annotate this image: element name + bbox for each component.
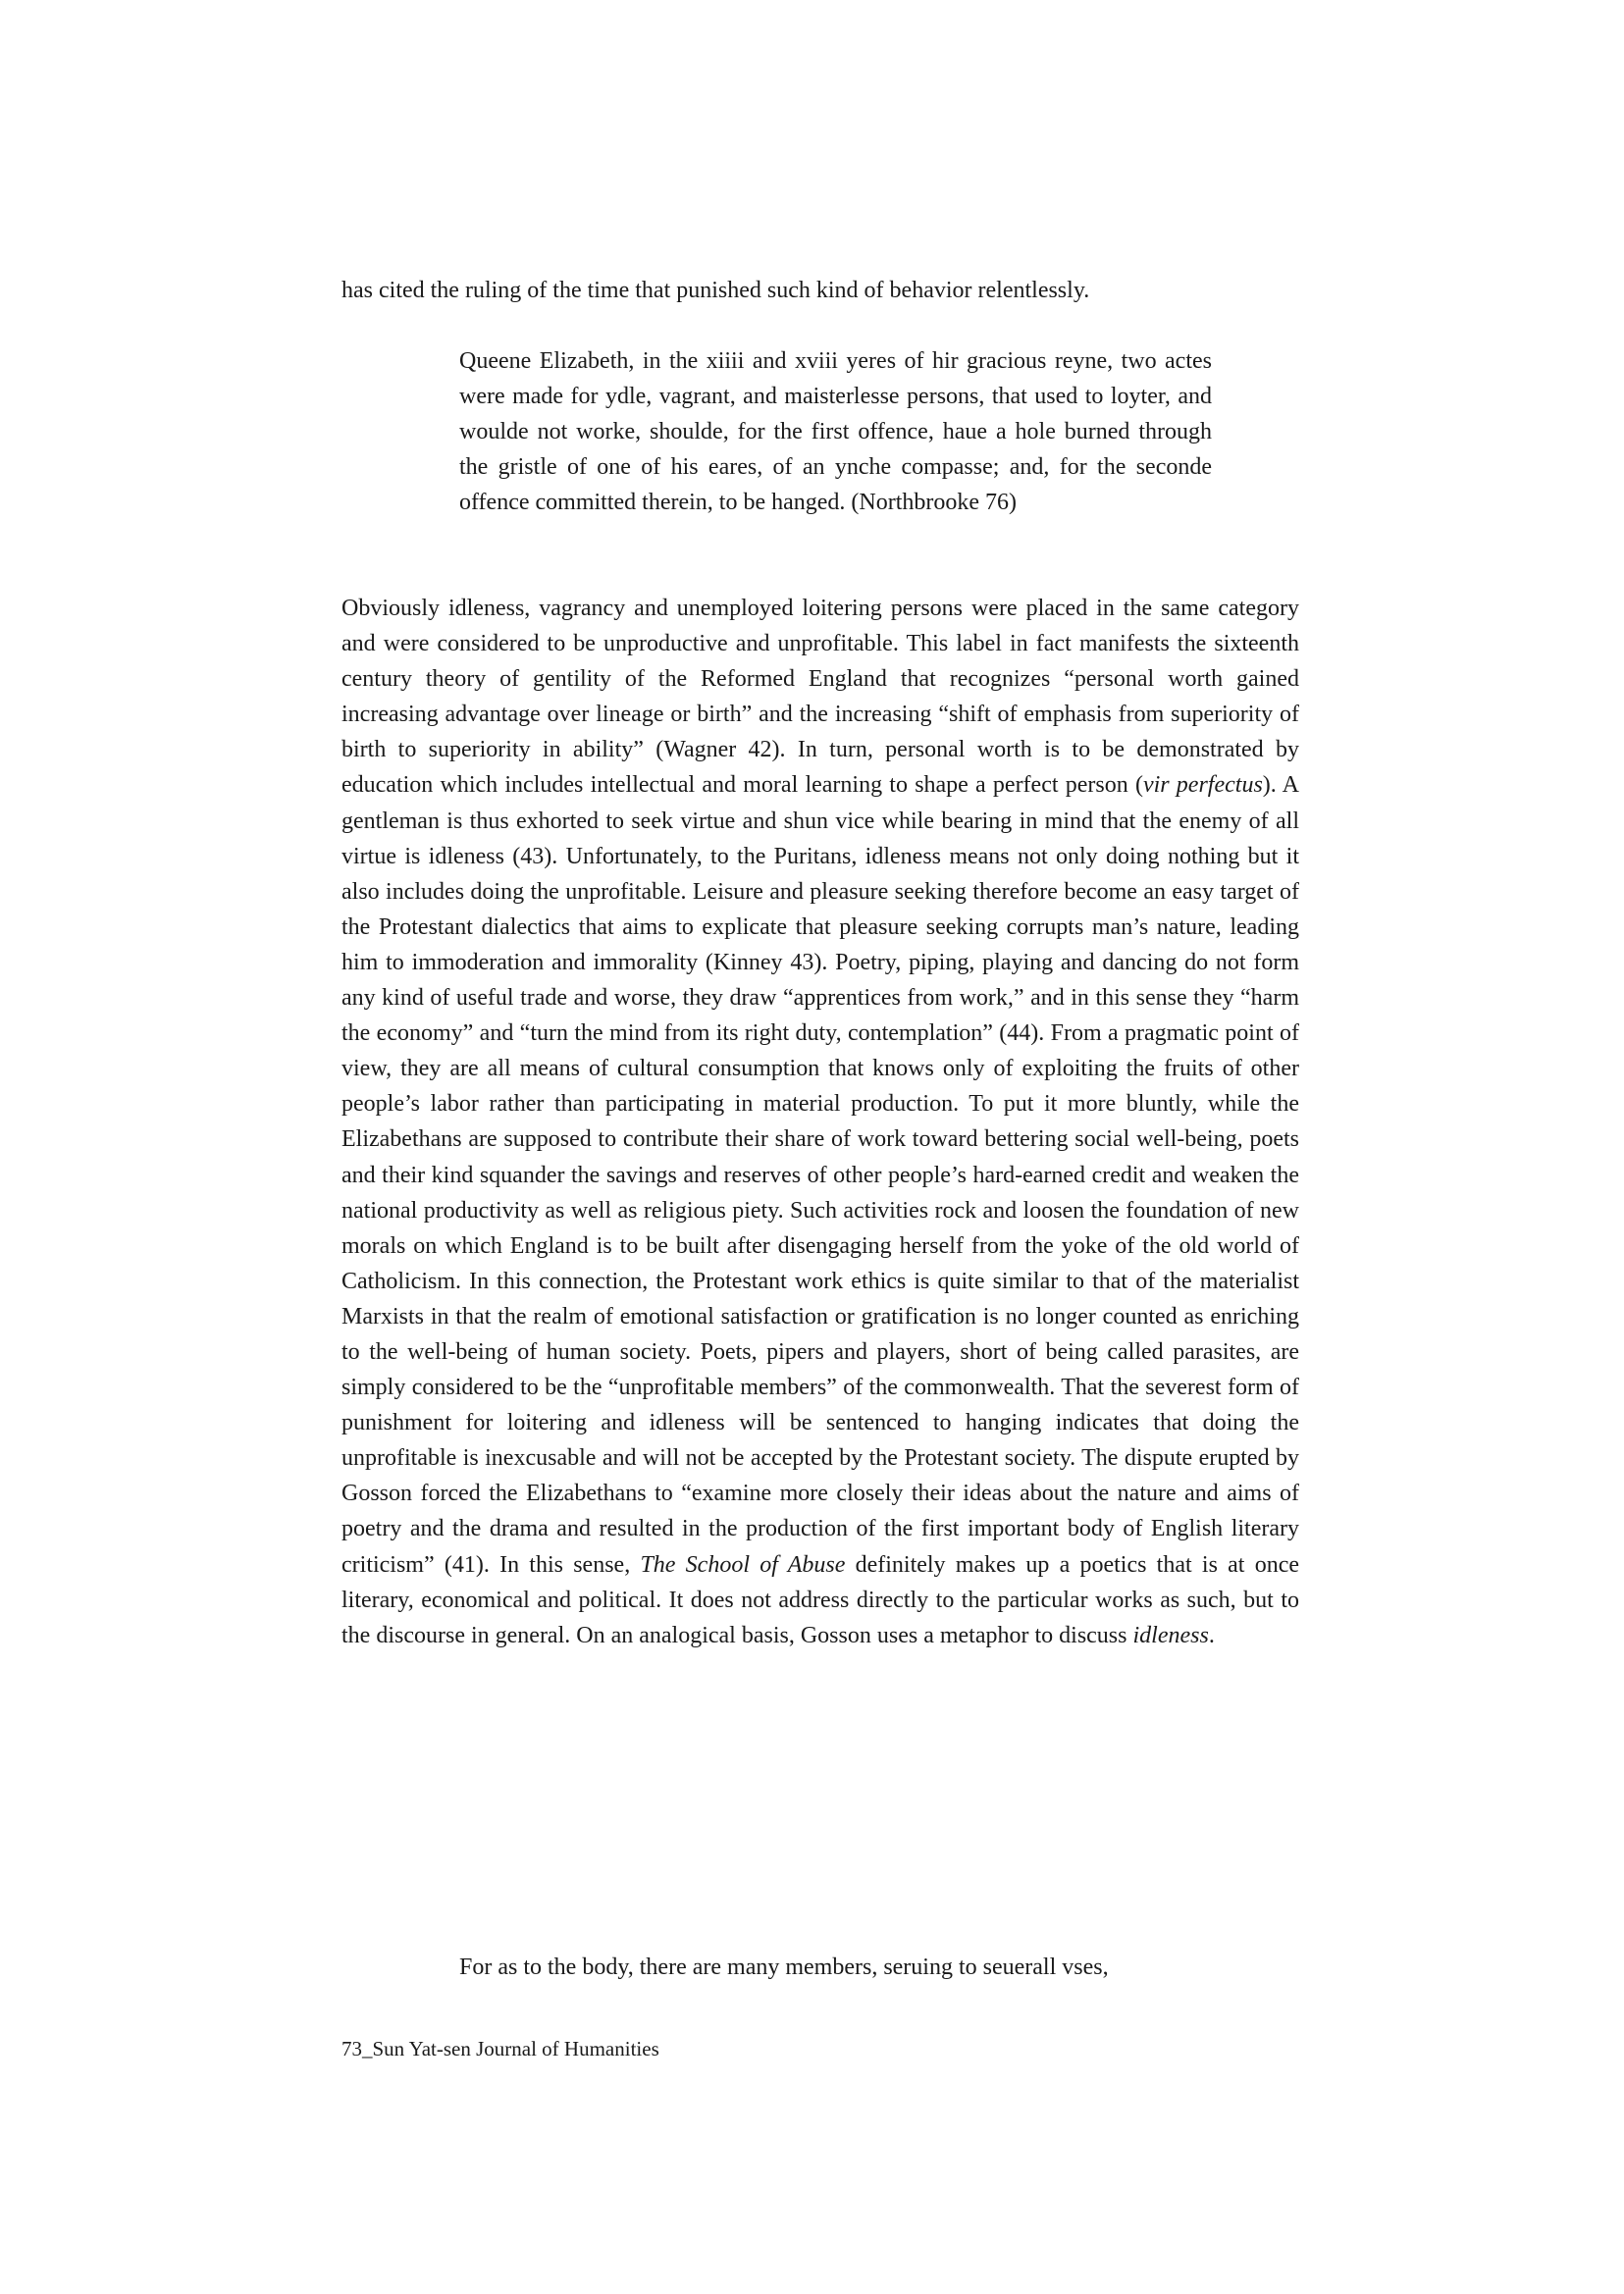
main-paragraph [341,591,1299,1653]
page-footer: 73_Sun Yat-sen Journal of Humanities [341,2037,659,2060]
italic-book-title: The School of Abuse [640,1551,846,1578]
opening-line: has cited the ruling of the time that punished such kind of behavior relentlessly. [341,278,1090,303]
block-quote-northbrooke: Queene Elizabeth, in the xiiii and xviii yeres of hir gracious reyne, two actes were made for ydle, vagrant, and maisterlesse persons, that used to loyter, and woulde not worke, shoulde, for the first offence, haue a hole burned through the gristle of one of his eares, of an ynche compasse; and, for the seconde offence committed therein, to be hanged. (Northbrooke 76) [459,348,1212,515]
paragraph-text-part-3: definitely makes up a poetics that is at once literary, economical and political. It does not address directly to the particular works as such, but to the discourse in general. On an analogical basis, Gosson uses a metaphor to discuss [341,1551,1299,1648]
italic-vir-perfectus: vir perfectus [1142,772,1263,799]
paragraph-text-part-4: . [1208,1622,1215,1648]
paragraph-text-part-1: Obviously idleness, vagrancy and unemployed loitering persons were placed in the same category and were considered to be unproductive and unprofitable. This label in fact manifests the sixteenth century theory of gentility of the Reformed England that recognizes “personal worth gained increasing advantage over lineage or birth” and the increasing “shift of emphasis from superiority of birth to superiority in ability” (Wagner 42). In turn, personal worth is to be demonstrated by education which includes intellectual and moral learning to shape a perfect person ( [341,596,1299,799]
trailing-block-quote: For as to the body, there are many members, seruing to seuerall vses, [459,1955,1109,1980]
paragraph-text-part-2: ). A gentleman is thus exhorted to seek virtue and shun vice while bearing in mind that the enemy of all virtue is idleness (43). Unfortunately, to the Puritans, idleness means not only doing nothing but it also includes doing the unprofitable. Leisure and pleasure seeking therefore become an easy target of the Protestant dialectics that aims to explicate that pleasure seeking corrupts man’s nature, leading him to immoderation and immorality (Kinney 43). Poetry, piping, playing and dancing do not form any kind of useful trade and worse, they draw “apprentices from work,” and in this sense they “harm the economy” and “turn the mind from its right duty, contemplation” (44). From a pragmatic point of view, they are all means of cultural consumption that knows only of exploiting the fruits of other people’s labor rather than participating in material production. To put it more bluntly, while the Elizabethans are supposed to contribute their share of work toward bettering social well-being, poets and their kind squander the savings and reserves of other people’s hard-earned credit and weaken the national productivity as well as religious piety. Such activities rock and loosen the foundation of new morals on which England is to be built after disengaging herself from the yoke of the old world of Catholicism. In this connection, the Protestant work ethics is quite similar to that of the materialist Marxists in that the realm of emotional satisfaction or gratification is no longer counted as enriching to the well-being of human society. Poets, pipers and players, short of being called parasites, are simply considered to be the “unprofitable members” of the commonwealth. That the severest form of punishment for loitering and idleness will be sentenced to hanging indicates that doing the unprofitable is inexcusable and will not be accepted by the Protestant society. The dispute erupted by Gosson forced the Elizabethans to “examine more closely their ideas about the nature and aims of poetry and the drama and resulted in the production of the first important body of English literary criticism” (41). In this sense, [341,772,1300,1578]
italic-idleness: idleness [1132,1622,1209,1648]
